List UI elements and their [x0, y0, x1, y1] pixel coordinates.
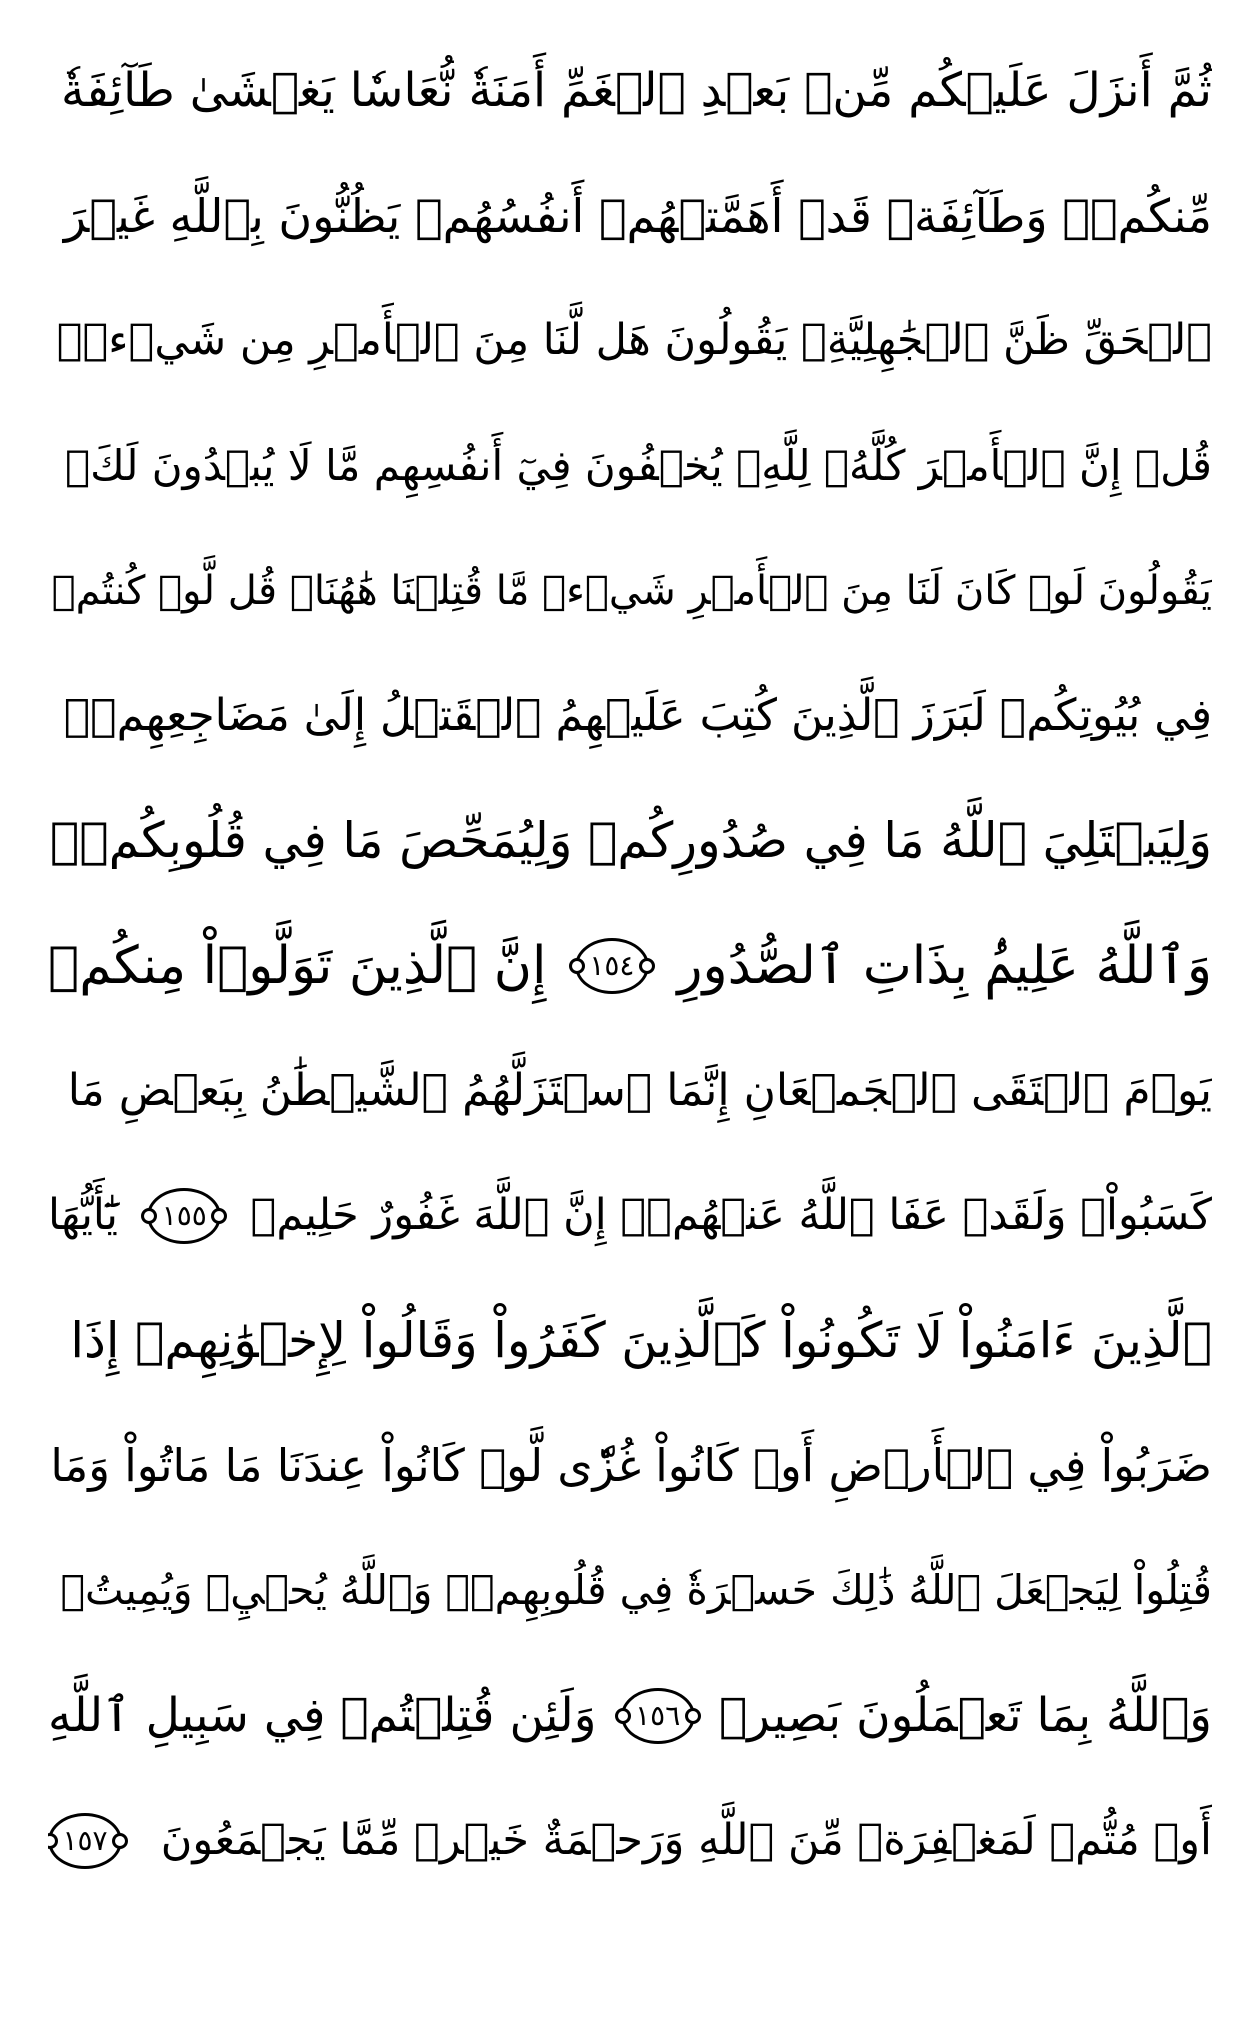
- text-line: [48, 28, 1212, 153]
- text-line: [48, 1278, 1212, 1403]
- line-text: يَوۡمَ ٱلۡتَقَى ٱلۡجَمۡعَانِ إِنَّمَا ٱسۡتَزَلَّهُمُ ٱلشَّيۡطَٰنُ بِبَعۡضِ مَا: [67, 1064, 1212, 1116]
- text-line: [48, 1778, 1212, 1903]
- line-text: يَقُولُونَ لَوۡ كَانَ لَنَا مِنَ ٱلۡأَمۡرِ شَيۡءٞ مَّا قُتِلۡنَا هَٰهُنَاۗ قُل لَّوۡ كُنتُمۡ: [51, 567, 1212, 614]
- text-line: [48, 1403, 1212, 1528]
- line-text: يَٰٓأَيُّهَا: [48, 1190, 118, 1240]
- text-line: [48, 153, 1212, 278]
- line-text: وَٱللَّهُ بِمَا تَعۡمَلُونَ بَصِيرٞ: [718, 1688, 1212, 1743]
- line-text: كَسَبُواْۖ وَلَقَدۡ عَفَا ٱللَّهُ عَنۡهُمۡۗ إِنَّ ٱللَّهَ غَفُورٌ حَلِيمٞ: [250, 1190, 1212, 1240]
- text-line: [48, 528, 1212, 653]
- line-text: فِي بُيُوتِكُمۡ لَبَرَزَ ٱلَّذِينَ كُتِبَ عَلَيۡهِمُ ٱلۡقَتۡلُ إِلَىٰ مَضَاجِعِهِمۡۖ: [63, 689, 1212, 741]
- ayah-number: ١٥٧: [62, 1823, 108, 1857]
- ayah-number: ١٥٤: [589, 948, 635, 982]
- line-text: إِنَّ ٱلَّذِينَ تَوَلَّوۡاْ مِنكُمۡ: [48, 935, 547, 996]
- ayah-number-marker: [575, 938, 649, 994]
- line-text: وَلَئِن قُتِلۡتُمۡ فِي سَبِيلِ ٱللَّهِ: [48, 1688, 597, 1743]
- line-text: وَٱللَّهُ عَلِيمُۢ بِذَاتِ ٱلصُّدُورِ: [677, 935, 1212, 996]
- line-text: قُلۡ إِنَّ ٱلۡأَمۡرَ كُلَّهُۥ لِلَّهِۗ يُخۡفُونَ فِيٓ أَنفُسِهِم مَّا لَا يُبۡدُونَ لَكَۖ: [64, 440, 1212, 490]
- text-line: [48, 778, 1212, 903]
- text-line: [48, 278, 1212, 403]
- ayah-number-marker: [621, 1688, 695, 1744]
- line-text: ٱلۡحَقِّ ظَنَّ ٱلۡجَٰهِلِيَّةِۖ يَقُولُونَ هَل لَّنَا مِنَ ٱلۡأَمۡرِ مِن شَيۡءٖۗ: [56, 315, 1212, 365]
- text-line: [48, 1028, 1212, 1153]
- text-line: [48, 1153, 1212, 1278]
- line-text: ٱلَّذِينَ ءَامَنُواْ لَا تَكُونُواْ كَٱلَّذِينَ كَفَرُواْ وَقَالُواْ لِإِخۡوَٰنِهِمۡ إِذَا: [70, 1312, 1212, 1369]
- line-text: ثُمَّ أَنزَلَ عَلَيۡكُم مِّنۢ بَعۡدِ ٱلۡغَمِّ أَمَنَةٗ نُّعَاسٗا يَغۡشَىٰ طَآئِفَةٗ: [61, 63, 1212, 118]
- text-line: [48, 1653, 1212, 1778]
- ayah-number-marker: [48, 1813, 122, 1869]
- text-line: [48, 403, 1212, 528]
- ayah-number-marker: [147, 1188, 221, 1244]
- line-text: ضَرَبُواْ فِي ٱلۡأَرۡضِ أَوۡ كَانُواْ غُزّٗى لَّوۡ كَانُواْ عِندَنَا مَا مَاتُواْ وَمَا: [50, 1439, 1212, 1492]
- line-text: قُتِلُواْ لِيَجۡعَلَ ٱللَّهُ ذَٰلِكَ حَسۡرَةٗ فِي قُلُوبِهِمۡۗ وَٱللَّهُ يُحۡيِۦ وَيُمِيتُۗ: [60, 1566, 1212, 1614]
- text-line: [48, 903, 1212, 1028]
- text-line: [48, 1528, 1212, 1653]
- text-line: [48, 653, 1212, 778]
- ayah-number: ١٥٦: [635, 1698, 681, 1732]
- line-text: أَوۡ مُتُّمۡ لَمَغۡفِرَةٞ مِّنَ ٱللَّهِ وَرَحۡمَةٌ خَيۡرٞ مِّمَّا يَجۡمَعُونَ: [160, 1815, 1212, 1865]
- line-text: وَلِيَبۡتَلِيَ ٱللَّهُ مَا فِي صُدُورِكُمۡ وَلِيُمَحِّصَ مَا فِي قُلُوبِكُمۡۚ: [49, 812, 1212, 869]
- ayah-number: ١٥٥: [161, 1198, 207, 1232]
- line-text: مِّنكُمۡۖ وَطَآئِفَةٞ قَدۡ أَهَمَّتۡهُمۡ أَنفُسُهُمۡ يَظُنُّونَ بِٱللَّهِ غَيۡرَ: [63, 188, 1212, 243]
